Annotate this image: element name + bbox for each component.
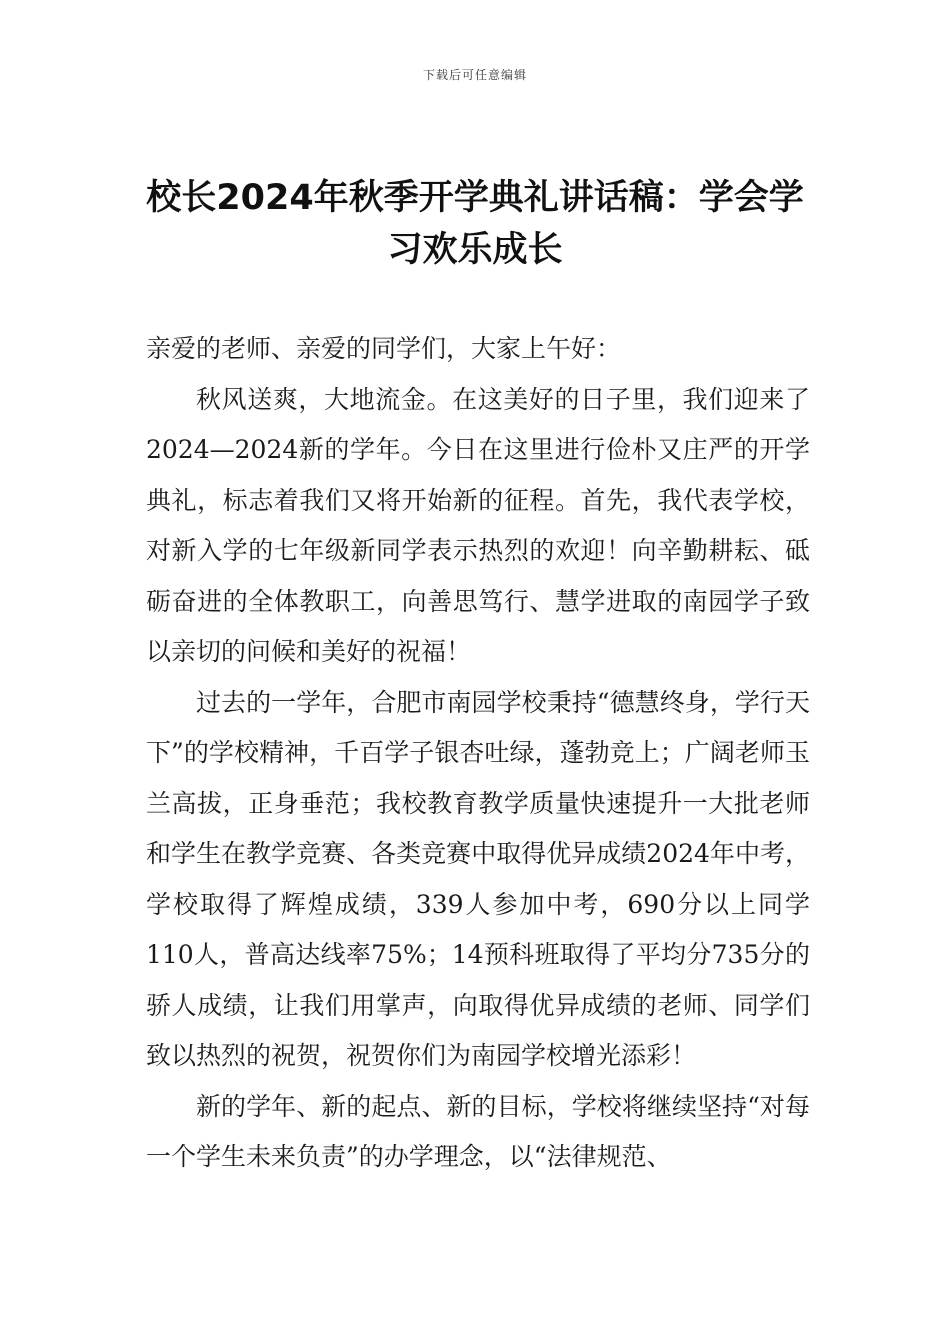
document-title: 校长2024年秋季开学典礼讲话稿：学会学习欢乐成长	[146, 178, 804, 270]
document-body	[146, 324, 810, 1183]
paragraph: 秋风送爽，大地流金。在这美好的日子里，我们迎来了2024—2024新的学年。今日在这里进行俭朴又庄严的开学典礼，标志着我们又将开始新的征程。首先，我代表学校，对新入学的七年级新同学表示热烈的欢迎！向辛勤耕耘、砥砺奋进的全体教职工，向善思笃行、慧学进取的南园学子致以亲切的问候和美好的祝福！	[146, 384, 810, 666]
greeting: 亲爱的老师、亲爱的同学们，大家上午好：	[146, 334, 622, 363]
paragraph: 新的学年、新的起点、新的目标，学校将继续坚持“对每一个学生未来负责”的办学理念，以“法律规范、	[146, 1091, 810, 1171]
paragraph: 过去的一学年，合肥市南园学校秉持“德慧终身，学行天下”的学校精神，千百学子银杏吐绿，蓬勃竞上；广阔老师玉兰高拔，正身垂范；我校教育教学质量快速提升一大批老师和学生在教学竞赛、各类竞赛中取得优异成绩2024年中考，学校取得了辉煌成绩，339人参加中考，690分以上同学110人，普高达线率75%；14预科班取得了平均分735分的骄人成绩，让我们用掌声，向取得优异成绩的老师、同学们致以热烈的祝贺，祝贺你们为南园学校增光添彩！	[146, 687, 810, 1070]
header-note: 下载后可任意编辑	[422, 68, 527, 82]
